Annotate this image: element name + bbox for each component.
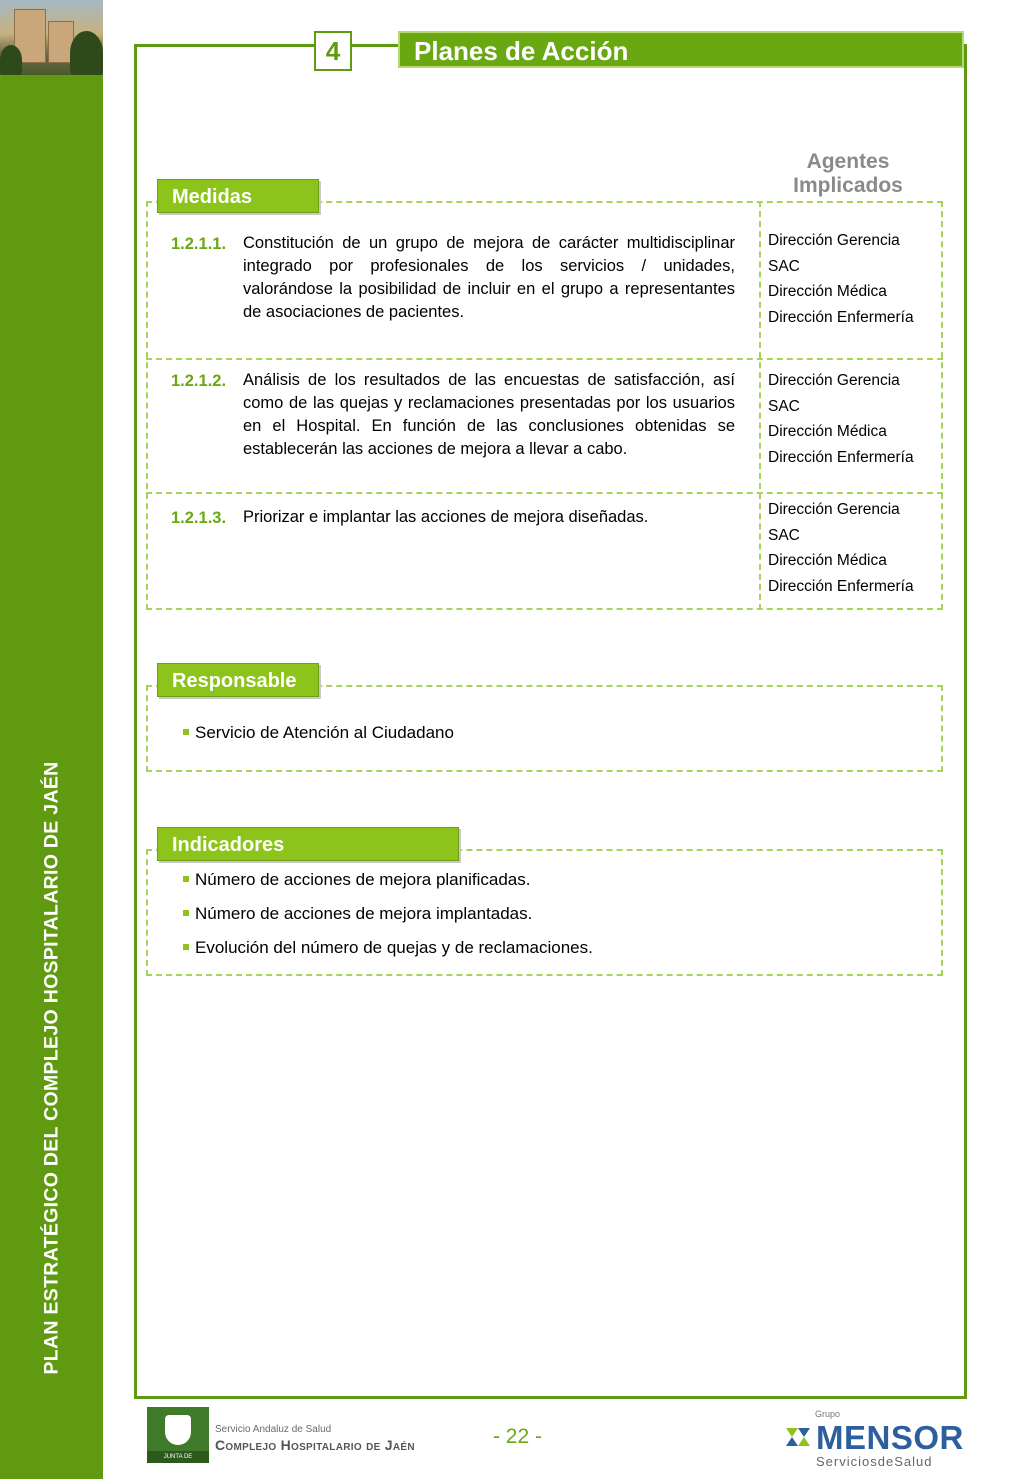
shield-icon bbox=[165, 1415, 191, 1445]
mensor-subtitle: ServiciosdeSalud bbox=[816, 1454, 933, 1469]
indicador-item bbox=[183, 904, 532, 924]
tree-shape bbox=[70, 31, 103, 75]
indicador-item bbox=[183, 938, 593, 958]
bullet-square-icon bbox=[183, 729, 189, 735]
sidebar bbox=[0, 0, 103, 1479]
medida-text: Constitución de un grupo de mejora de carácter multidisciplinar integrado por profesionales de los servicios / unidades, valorándose la posibilidad de incluir en el grupo a representantes de asociaciones de pacientes. bbox=[243, 234, 735, 321]
junta-andalucia-logo bbox=[147, 1407, 209, 1472]
agent-item: SAC bbox=[768, 257, 800, 275]
bullet-square-icon bbox=[183, 944, 189, 950]
medida-text: Análisis de los resultados de las encuestas de satisfacción, así como de las quejas y reclamaciones presentadas por los usuarios en el Hospital. En función de las conclusiones obtenidas se establecerán las acciones de mejora a llevar a cabo. bbox=[243, 371, 735, 458]
indicador-item-text: Número de acciones de mejora planificadas. bbox=[195, 870, 531, 889]
medidas-label: Medidas bbox=[157, 179, 319, 213]
indicador-item-text: Número de acciones de mejora implantadas. bbox=[195, 904, 533, 923]
agents-list bbox=[768, 368, 948, 470]
agent-item: Dirección Médica bbox=[768, 552, 887, 569]
hospital-name-text: Complejo Hospitalario de Jaén bbox=[215, 1437, 415, 1453]
responsable-item-text: Servicio de Atención al Ciudadano bbox=[195, 723, 454, 742]
medida-text: Priorizar e implantar las acciones de mejora diseñadas. bbox=[243, 508, 649, 526]
agent-item: Dirección Enfermería bbox=[768, 308, 914, 326]
responsable-item bbox=[183, 723, 454, 743]
indicadores-label: Indicadores bbox=[157, 827, 459, 861]
agents-header-line: Agentes bbox=[806, 150, 890, 173]
hospital-photo bbox=[0, 0, 103, 75]
mensor-name: MENSOR bbox=[816, 1419, 964, 1456]
logo-band-text: JUNTA DE ANDALUCIA bbox=[147, 1451, 209, 1463]
agent-item: Dirección Gerencia bbox=[768, 372, 900, 389]
agent-item: Dirección Gerencia bbox=[768, 232, 900, 249]
agent-item: SAC bbox=[768, 526, 800, 544]
bullet-square-icon bbox=[183, 876, 189, 882]
agent-item: Dirección Enfermería bbox=[768, 448, 914, 466]
row-divider bbox=[146, 492, 943, 494]
mensor-logo-icon bbox=[784, 1424, 812, 1450]
agent-item: SAC bbox=[768, 397, 800, 415]
agents-header bbox=[770, 150, 926, 198]
agents-header-line: Implicados bbox=[793, 174, 903, 197]
agent-item: Dirección Gerencia bbox=[768, 501, 900, 518]
medida-number: 1.2.1.1. bbox=[171, 235, 227, 253]
tree-shape bbox=[0, 45, 22, 75]
mensor-grupo-text: Grupo bbox=[815, 1409, 841, 1419]
section-title: Planes de Acción bbox=[398, 31, 964, 68]
agent-item: Dirección Médica bbox=[768, 283, 887, 300]
responsable-label: Responsable bbox=[157, 663, 319, 697]
agents-list bbox=[768, 497, 948, 599]
row-divider bbox=[146, 358, 943, 360]
sas-text: Servicio Andaluz de Salud bbox=[215, 1424, 332, 1435]
page-number: - 22 - bbox=[492, 1425, 542, 1448]
indicador-item-text: Evolución del número de quejas y de reclamaciones. bbox=[195, 938, 593, 957]
medida-number: 1.2.1.3. bbox=[171, 509, 227, 527]
sidebar-title: PLAN ESTRATÉGICO DEL COMPLEJO HOSPITALARIO DE JAÉN bbox=[40, 761, 63, 1375]
indicador-item bbox=[183, 870, 530, 890]
section-number: 4 bbox=[314, 31, 352, 71]
agent-item: Dirección Enfermería bbox=[768, 577, 914, 595]
agents-list bbox=[768, 228, 948, 330]
bullet-square-icon bbox=[183, 910, 189, 916]
agent-item: Dirección Médica bbox=[768, 423, 887, 440]
column-divider bbox=[759, 201, 761, 610]
medida-number: 1.2.1.2. bbox=[171, 372, 227, 390]
